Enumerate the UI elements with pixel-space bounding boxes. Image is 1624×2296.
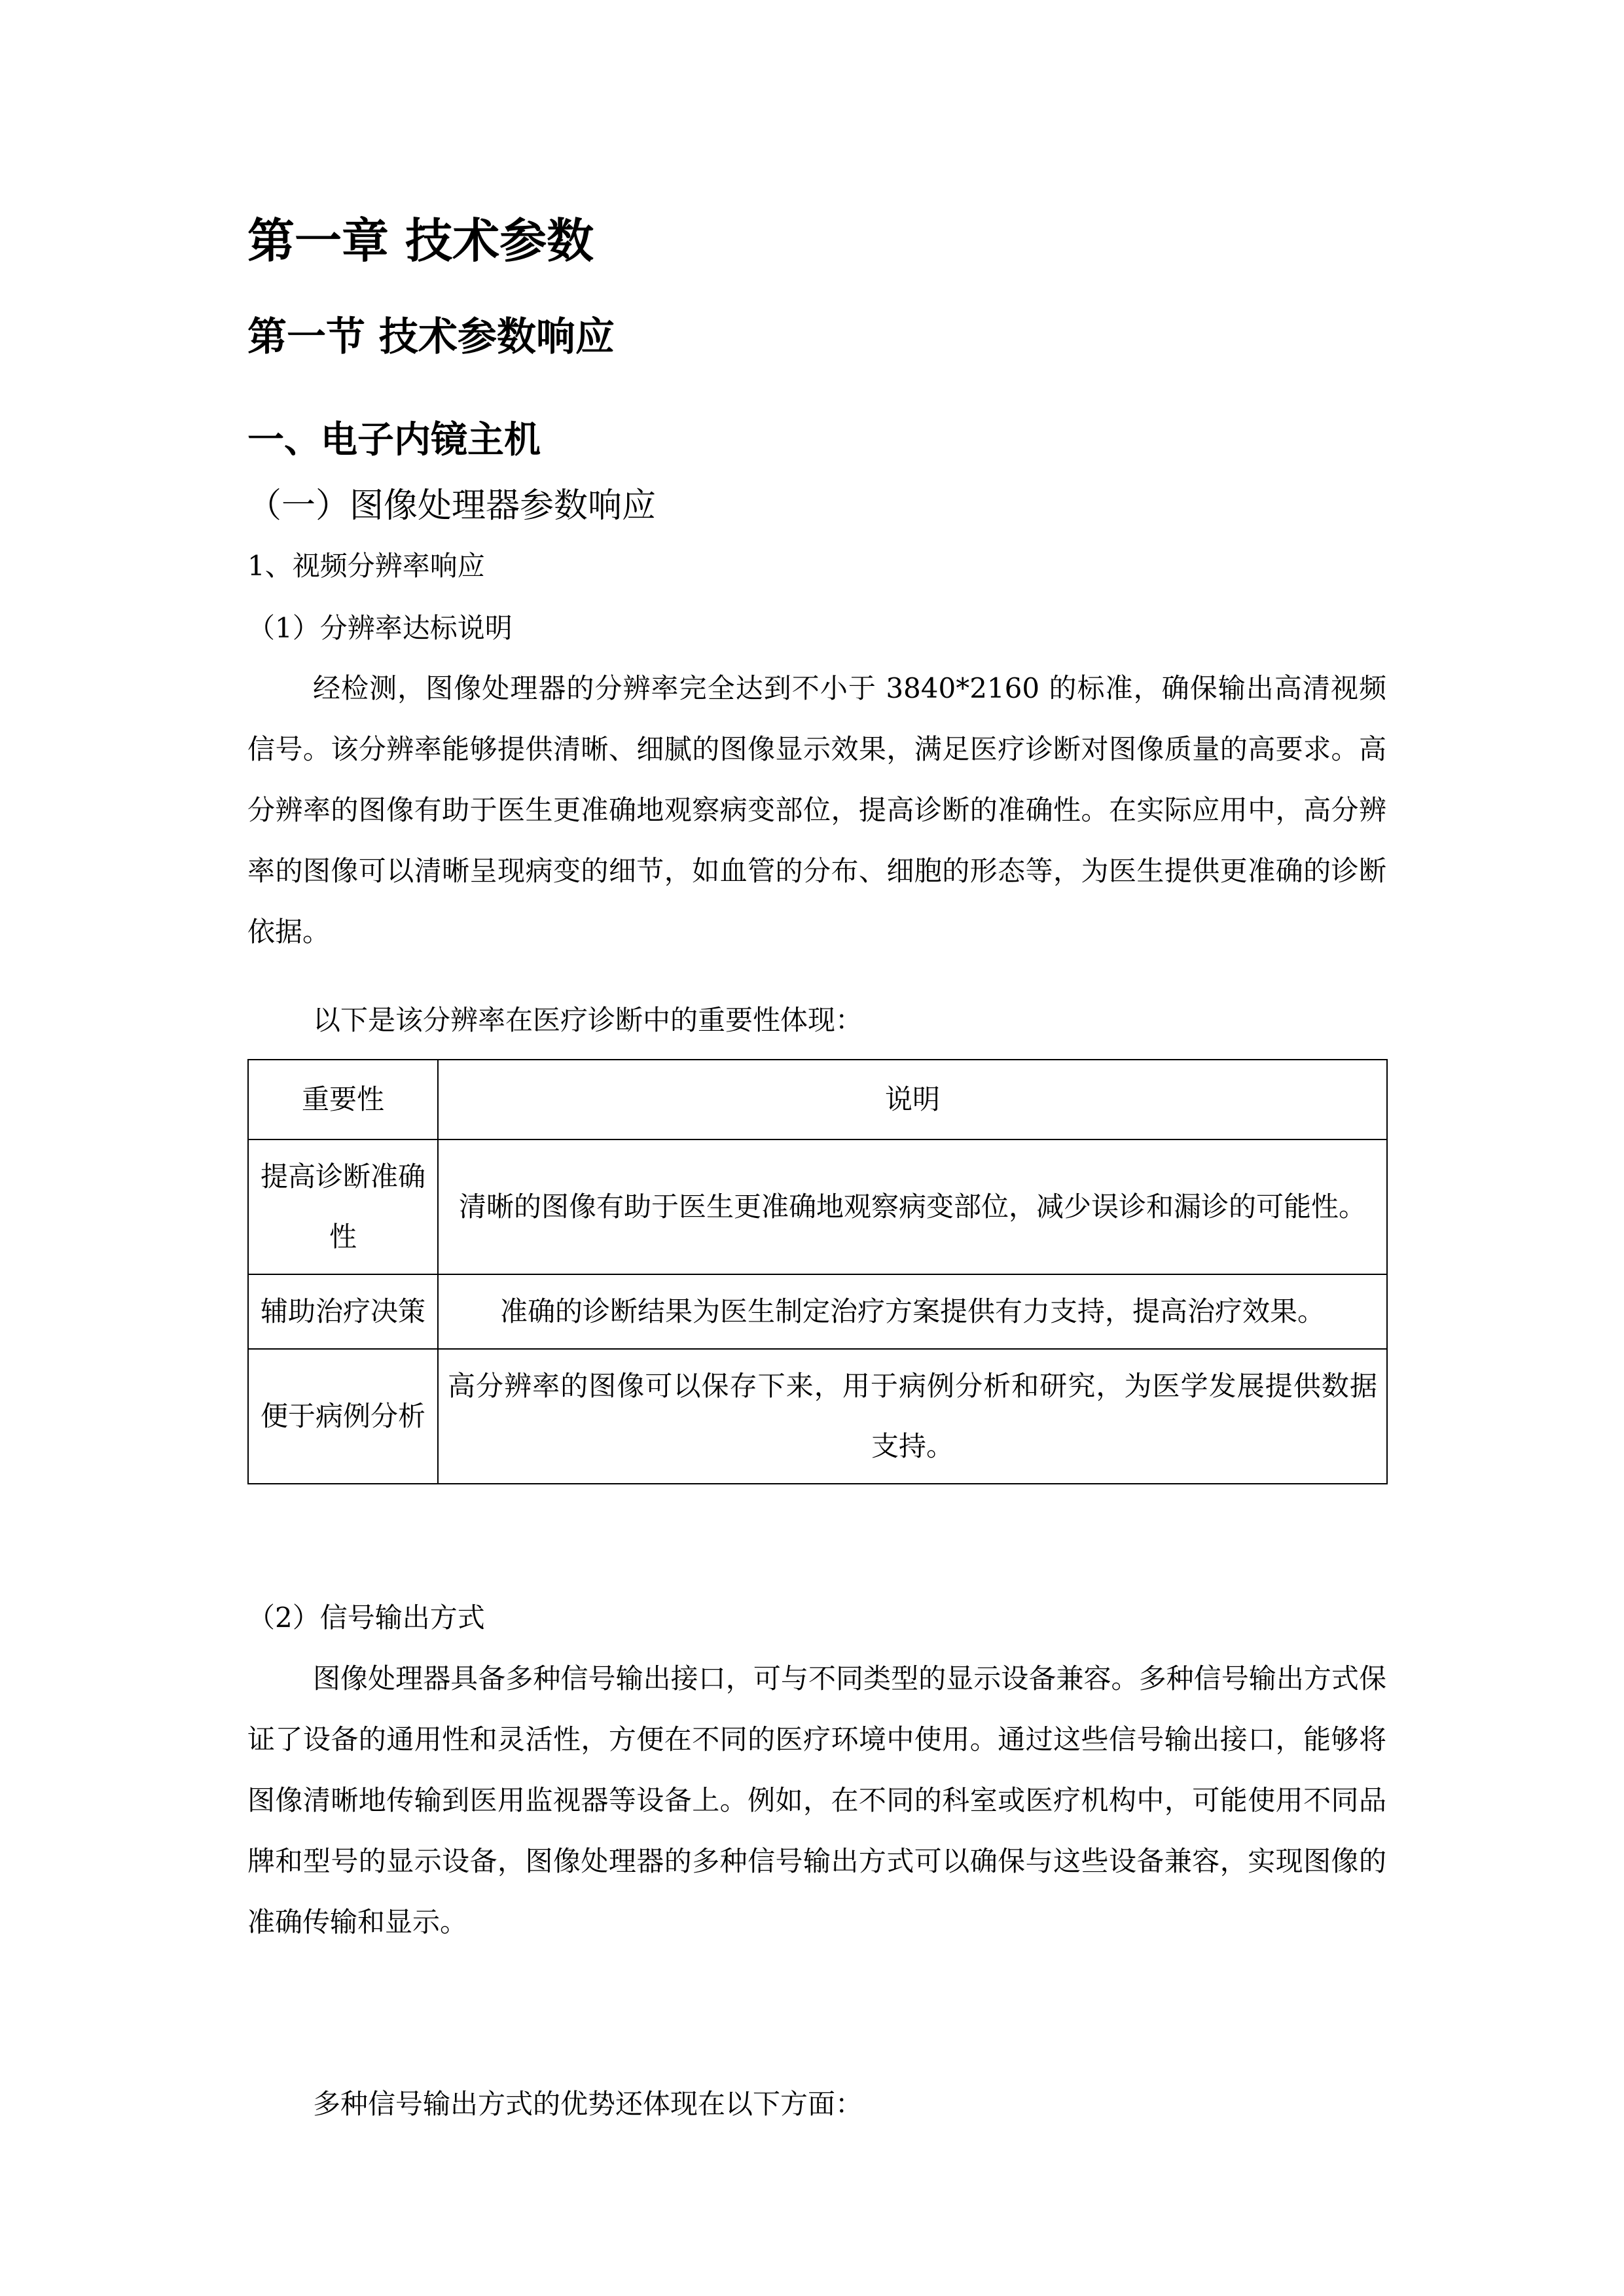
table-cell-importance: 辅助治疗决策 [248,1274,438,1349]
paragraph-signal-output: 图像处理器具备多种信号输出接口，可与不同类型的显示设备兼容。多种信号输出方式保证了设备的通用性和灵活性，方便在不同的医疗环境中使用。通过这些信号输出接口，能够将图像清晰地传输到医用监视器等设备上。例如，在不同的科室或医疗机构中，可能使用不同品牌和型号的显示设备，图像处理器的多种信号输出方式可以确保与这些设备兼容，实现图像的准确传输和显示。 [247,1662,1386,1938]
table-cell-description [438,1349,1387,1484]
paragraph-advantages-intro: 多种信号输出方式的优势还体现在以下方面： [313,2088,863,2120]
table-cell-text: 准确的诊断结果为医生制定治疗方案提供有力支持，提高治疗效果。 [499,1295,1325,1327]
item-heading: 1、视频分辨率响应 [247,550,485,582]
table-row [248,1139,1387,1274]
chapter-heading: 第一章 技术参数 [247,213,594,268]
subitem-heading-1: （1）分辨率达标说明 [247,612,513,644]
table-header-description: 说明 [438,1060,1387,1139]
paragraph-resolution: 经检测，图像处理器的分辨率完全达到不小于 3840*2160 的标准，确保输出高清视频信号。该分辨率能够提供清晰、细腻的图像显示效果，满足医疗诊断对图像质量的高要求。高分辨率的图像有助于医生更准确地观察病变部位，提高诊断的准确性。在实际应用中，高分辨率的图像可以清晰呈现病变的细节，如血管的分布、细胞的形态等，为医生提供更准确的诊断依据。 [247,672,1386,948]
paragraph-table-intro: 以下是该分辨率在医疗诊断中的重要性体现： [313,1004,863,1036]
part-heading: 一、电子内镜主机 [247,419,541,461]
table-row [248,1274,1387,1349]
table-cell-description [438,1274,1387,1349]
section-heading: 第一节 技术参数响应 [247,314,615,360]
subitem-heading-2: （2）信号输出方式 [247,1602,485,1634]
table-cell-importance: 便于病例分析 [248,1349,438,1484]
table-cell-importance: 提高诊断准确性 [248,1139,438,1274]
table-header-importance: 重要性 [248,1060,438,1139]
table-cell-text: 高分辨率的图像可以保存下来，用于病例分析和研究，为医学发展提供数据支持。 [448,1370,1377,1462]
table-row [248,1349,1387,1484]
table-cell-description [438,1139,1387,1274]
importance-table [247,1059,1388,1484]
subpart-heading: （一）图像处理器参数响应 [247,486,657,526]
table-cell-text: 清晰的图像有助于医生更准确地观察病变部位，减少误诊和漏诊的可能性。 [458,1191,1366,1223]
table-header-row [248,1060,1387,1139]
